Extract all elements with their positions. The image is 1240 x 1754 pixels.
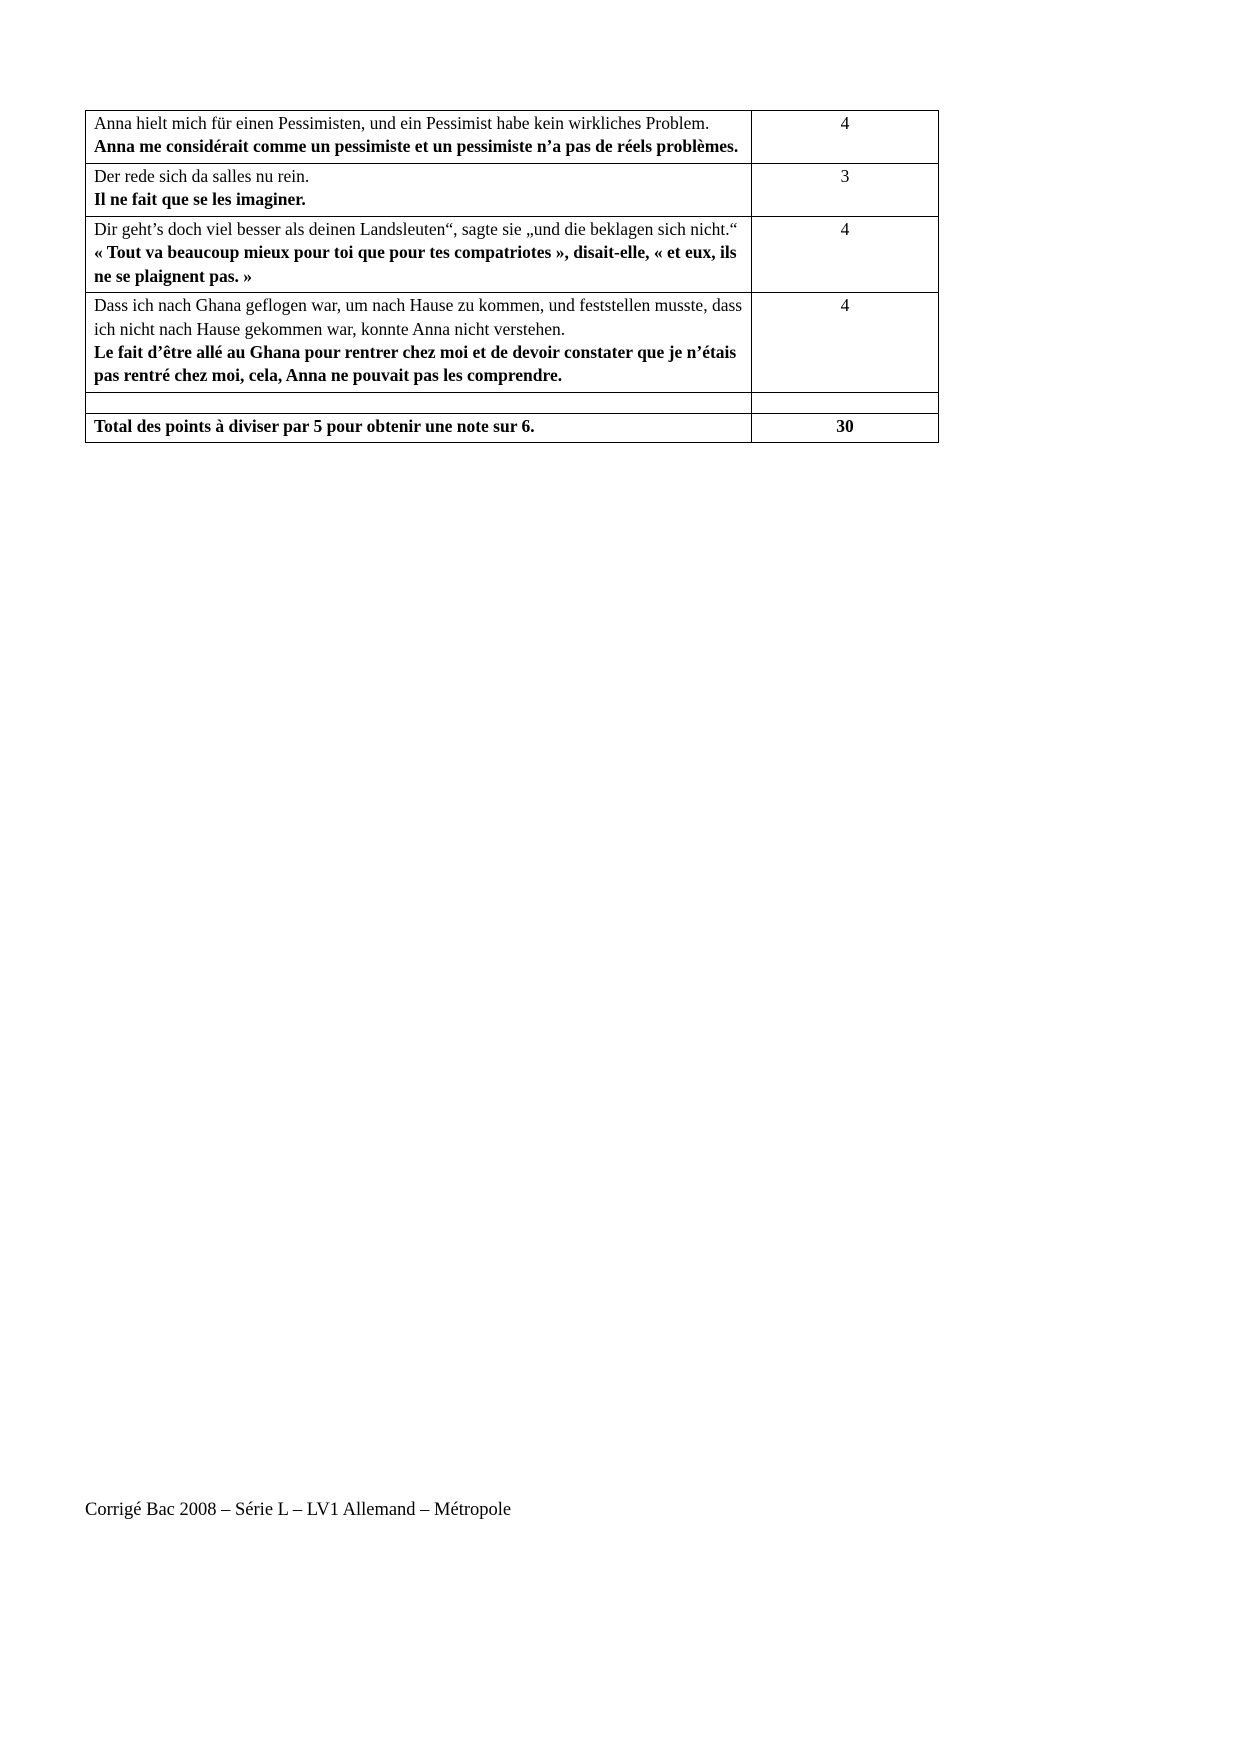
page-footer: Corrigé Bac 2008 – Série L – LV1 Allemand – Métropole	[85, 1500, 512, 1520]
points-cell: 4	[752, 293, 939, 393]
text-cell	[86, 111, 752, 164]
total-points: 30	[752, 413, 939, 442]
table-row	[86, 216, 939, 292]
points-cell: 4	[752, 111, 939, 164]
points-cell: 3	[752, 163, 939, 216]
empty-row	[86, 392, 939, 413]
text-cell	[86, 216, 752, 292]
table-row	[86, 163, 939, 216]
text-cell	[86, 293, 752, 393]
french-translation-text: Anna me considérait comme un pessimiste et un pessimiste n’a pas de réels problèmes.	[94, 136, 739, 157]
german-text: Dir geht’s doch viel besser als deinen Landsleuten“, sagte sie „und die beklagen sich nicht.“	[94, 218, 738, 239]
correction-table	[85, 110, 939, 443]
french-translation-text: Il ne fait que se les imaginer.	[94, 189, 306, 210]
total-label: Total des points à diviser par 5 pour obtenir une note sur 6.	[86, 413, 752, 442]
table-row	[86, 293, 939, 393]
text-cell	[86, 163, 752, 216]
french-translation-text: Le fait d’être allé au Ghana pour rentrer chez moi et de devoir constater que je n’étais pas rentré chez moi, cela, Anna ne pouvait pas les comprendre.	[94, 341, 737, 386]
german-text: Der rede sich da salles nu rein.	[94, 165, 310, 186]
german-text: Anna hielt mich für einen Pessimisten, und ein Pessimist habe kein wirkliches Problem.	[94, 113, 710, 133]
table-row	[86, 111, 939, 164]
empty-cell	[86, 392, 752, 413]
total-row	[86, 413, 939, 442]
german-text: Dass ich nach Ghana geflogen war, um nach Hause zu kommen, und feststellen musste, dass ich nicht nach Hause gekommen war, konnte Anna nicht verstehen.	[94, 295, 743, 339]
french-translation-text: « Tout va beaucoup mieux pour toi que pour tes compatriotes », disait-elle, « et eux, ils ne se plaignent pas. »	[94, 242, 737, 286]
empty-cell	[752, 392, 939, 413]
points-cell: 4	[752, 216, 939, 292]
